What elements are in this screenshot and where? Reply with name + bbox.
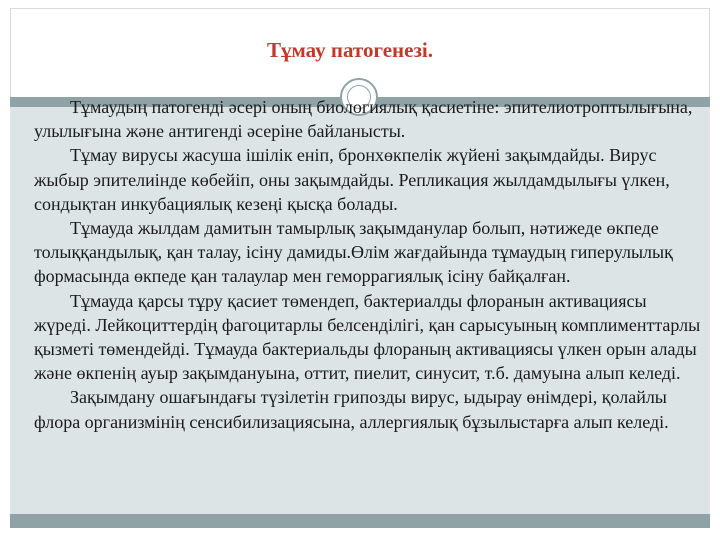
footer-band — [10, 514, 710, 528]
paragraph-2: Тұмау вирусы жасуша ішілік еніп, бронхөкпелік жүйені зақымдайды. Вирус жыбыр эпителиінде көбейіп, оны зақымдайды. Репликация жылдамдылығы үлкен, сондықтан инкубациялық кезеңі қысқа болады. — [34, 145, 670, 214]
body-text — [34, 95, 702, 434]
paragraph-4: Тұмауда қарсы тұру қасиет төмендеп, бактериалды флоранын активациясы жүреді. Лейкоциттердің фагоцитарлы белсенділігі, қан сарысуының комплименттарлы қызметі төмендейді. Тұмауда бактериальды флораның активациясы үлкен орын алады және өкпенің ауыр зақымдануына, оттит, пиелит, синусит, т.б. дамуына алып келеді. — [34, 290, 701, 384]
paragraph-3: Тұмауда жылдам дамитын тамырлық зақымданулар болып, нәтижеде өкпеде толыққандылық, қан талау, ісіну дамиды.Өлім жағдайында тұмаудың гиперулылық формасында өкпеде қан талаулар мен геморрагиялық ісіну байқалған. — [34, 218, 673, 287]
slide-title: Тұмау патогенезі. — [267, 38, 433, 62]
paragraph-5: Зақымдану ошағындағы түзілетін грипозды вирус, ыдырау өнімдері, қолайлы флора организмінің сенсибилизациясына, аллергиялық бұзылыстарға алып келеді. — [34, 387, 669, 432]
paragraph-1: Тұмаудың патогенді әсері оның биологиялық қасиетіне: эпителиотроптылығына, улылығына және антигенді әсеріне байланысты. — [34, 97, 693, 142]
